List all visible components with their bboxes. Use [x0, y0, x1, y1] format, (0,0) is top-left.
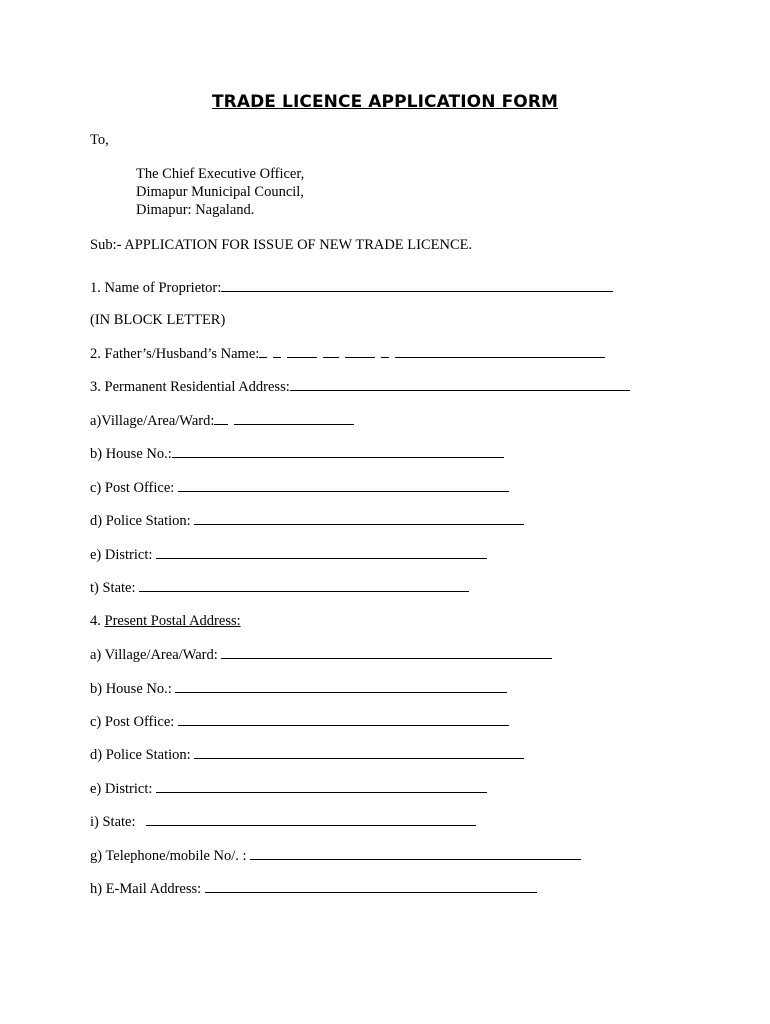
recipient-line-1: The Chief Executive Officer,: [136, 166, 305, 182]
pres-house-field[interactable]: [175, 679, 507, 693]
block-letter-note: (IN BLOCK LETTER): [90, 312, 226, 328]
proprietor-name-row: [90, 278, 613, 297]
father-husband-name-field-segment[interactable]: [259, 344, 267, 358]
subject-line: Sub:- APPLICATION FOR ISSUE OF NEW TRADE LICENCE.: [90, 237, 473, 253]
permanent-address-label: 3. Permanent Residential Address:: [90, 379, 290, 395]
pres-district-row: [90, 779, 487, 798]
recipient-line-3: Dimapur: Nagaland.: [136, 202, 255, 218]
perm-district-label: e) District:: [90, 547, 153, 563]
perm-village-label: a)Village/Area/Ward:: [90, 413, 215, 429]
pres-post-office-field[interactable]: [178, 712, 509, 726]
perm-post-office-row: [90, 478, 509, 497]
pres-village-field[interactable]: [221, 645, 552, 659]
perm-police-station-label: d) Police Station:: [90, 513, 191, 529]
pres-police-station-field[interactable]: [194, 745, 524, 759]
pres-police-station-label: d) Police Station:: [90, 747, 191, 763]
father-husband-name-field-segment[interactable]: [345, 344, 375, 358]
perm-village-field-segment[interactable]: [214, 411, 228, 425]
father-husband-name-field-segment[interactable]: [381, 344, 389, 358]
pres-state-field[interactable]: [146, 812, 476, 826]
proprietor-name-label: 1. Name of Proprietor:: [90, 280, 222, 296]
pres-house-label: b) House No.:: [90, 681, 172, 697]
father-husband-name-field-segment[interactable]: [287, 344, 317, 358]
perm-district-row: [90, 545, 487, 564]
perm-district-field[interactable]: [156, 545, 487, 559]
perm-police-station-field[interactable]: [194, 511, 524, 525]
permanent-address-field[interactable]: [290, 377, 630, 391]
salutation: To,: [90, 132, 109, 148]
present-address-number: 4.: [90, 613, 101, 629]
perm-post-office-label: c) Post Office:: [90, 480, 175, 496]
father-husband-name-field-segment[interactable]: [323, 344, 339, 358]
perm-house-field[interactable]: [172, 444, 504, 458]
perm-state-field[interactable]: [139, 578, 469, 592]
pres-post-office-label: c) Post Office:: [90, 714, 175, 730]
perm-house-row: [90, 444, 504, 463]
pres-state-label: i) State:: [90, 814, 136, 830]
present-address-label: Present Postal Address:: [104, 613, 241, 629]
email-label: h) E-Mail Address:: [90, 881, 202, 897]
father-husband-name-field-segment[interactable]: [273, 344, 281, 358]
perm-post-office-field[interactable]: [178, 478, 509, 492]
pres-village-label: a) Village/Area/Ward:: [90, 647, 218, 663]
present-address-heading: [90, 612, 241, 630]
father-husband-name-field[interactable]: [395, 344, 605, 358]
pres-state-row: [90, 812, 476, 831]
form-title: TRADE LICENCE APPLICATION FORM: [211, 92, 559, 112]
telephone-field[interactable]: [250, 846, 581, 860]
perm-police-station-row: [90, 511, 524, 530]
recipient-line-2: Dimapur Municipal Council,: [136, 184, 304, 200]
telephone-label: g) Telephone/mobile No/. :: [90, 848, 247, 864]
permanent-address-row: [90, 377, 630, 396]
perm-village-row: [90, 411, 354, 430]
pres-district-field[interactable]: [156, 779, 487, 793]
email-field[interactable]: [205, 879, 537, 893]
perm-state-label: t) State:: [90, 580, 136, 596]
pres-village-row: [90, 645, 552, 664]
proprietor-name-field[interactable]: [221, 278, 613, 292]
pres-post-office-row: [90, 712, 509, 731]
telephone-row: [90, 846, 581, 865]
father-husband-name-label: 2. Father’s/Husband’s Name:: [90, 346, 260, 362]
pres-district-label: e) District:: [90, 781, 153, 797]
pres-house-row: [90, 679, 507, 698]
pres-police-station-row: [90, 745, 524, 764]
email-row: [90, 879, 537, 898]
perm-state-row: [90, 578, 469, 597]
father-husband-name-row: [90, 344, 605, 363]
perm-village-field[interactable]: [234, 411, 354, 425]
perm-house-label: b) House No.:: [90, 446, 172, 462]
